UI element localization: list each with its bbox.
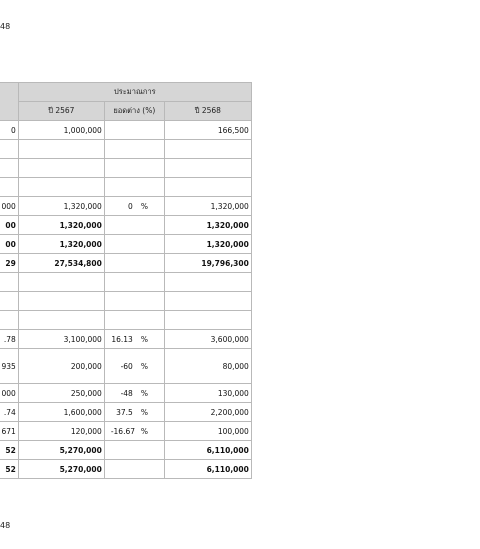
year-2567-cell: 1,320,000 (18, 197, 104, 216)
table-row (0, 216, 251, 235)
year-2567-cell: 3,100,000 (18, 330, 104, 349)
difference-percent-cell (104, 292, 164, 311)
year-2568-cell (164, 159, 251, 178)
year-2568-cell: 166,500 (164, 121, 251, 140)
prior-year-cell-clipped: 52 (0, 460, 18, 479)
page-number-bottom: 48 (0, 521, 11, 530)
difference-value: -16.67 (110, 426, 136, 436)
table-row (0, 403, 251, 422)
difference-percent-cell (104, 235, 164, 254)
difference-value: -48 (120, 388, 133, 398)
table-row (0, 292, 251, 311)
table-row (0, 330, 251, 349)
prior-year-cell-clipped (0, 140, 18, 159)
difference-percent-cell (104, 384, 164, 403)
prior-year-cell-clipped: 00 (0, 235, 18, 254)
year-2567-cell (18, 273, 104, 292)
year-2568-cell: 1,320,000 (164, 197, 251, 216)
difference-percent-cell (104, 159, 164, 178)
table-row (0, 311, 251, 330)
year-2567-cell (18, 292, 104, 311)
prior-year-cell-clipped (0, 178, 18, 197)
percent-sign: % (140, 201, 148, 211)
prior-year-cell-clipped: .74 (0, 403, 18, 422)
table-row (0, 273, 251, 292)
difference-percent-cell (104, 330, 164, 349)
table-row (0, 254, 251, 273)
year-2567-cell (18, 159, 104, 178)
percent-sign: % (140, 426, 148, 436)
prior-year-cell-clipped: 52 (0, 441, 18, 460)
year-2567-cell: 250,000 (18, 384, 104, 403)
difference-percent-cell (104, 178, 164, 197)
year-2568-cell: 1,320,000 (164, 216, 251, 235)
difference-percent-cell (104, 197, 164, 216)
budget-table (0, 82, 252, 479)
difference-percent-cell (104, 140, 164, 159)
year-2567-cell: 27,534,800 (18, 254, 104, 273)
year-2567-header: ปี 2567 (18, 102, 104, 121)
table-row (0, 197, 251, 216)
year-2567-cell (18, 140, 104, 159)
percent-sign: % (140, 361, 148, 371)
year-2567-cell: 200,000 (18, 349, 104, 384)
table-row (0, 384, 251, 403)
prior-year-cell-clipped (0, 292, 18, 311)
difference-value: -60 (120, 361, 133, 371)
year-2567-cell: 5,270,000 (18, 460, 104, 479)
difference-percent-cell (104, 403, 164, 422)
year-2568-cell: 80,000 (164, 349, 251, 384)
prior-year-cell-clipped: 29 (0, 254, 18, 273)
table-row (0, 422, 251, 441)
percent-sign: % (140, 407, 148, 417)
table-row (0, 178, 251, 197)
estimate-group-header: ประมาณการ (18, 83, 251, 102)
prior-year-cell-clipped: 00 (0, 216, 18, 235)
difference-percent-header: ยอดต่าง (%) (104, 102, 164, 121)
year-2568-cell: 130,000 (164, 384, 251, 403)
year-2567-cell: 120,000 (18, 422, 104, 441)
year-2568-cell: 6,110,000 (164, 460, 251, 479)
year-2568-cell: 19,796,300 (164, 254, 251, 273)
year-2568-cell: 100,000 (164, 422, 251, 441)
table-row (0, 140, 251, 159)
difference-value: 37.5 (116, 407, 133, 417)
year-2568-cell: 2,200,000 (164, 403, 251, 422)
prior-year-cell-clipped: 000 (0, 197, 18, 216)
prior-year-cell-clipped: 935 (0, 349, 18, 384)
year-2568-cell (164, 292, 251, 311)
difference-percent-cell (104, 121, 164, 140)
year-2567-cell: 1,000,000 (18, 121, 104, 140)
year-2567-cell (18, 178, 104, 197)
year-2568-cell (164, 311, 251, 330)
year-2568-cell (164, 273, 251, 292)
table-row (0, 159, 251, 178)
year-2568-cell (164, 178, 251, 197)
year-2567-cell: 5,270,000 (18, 441, 104, 460)
difference-value: 0 (128, 201, 133, 211)
prior-year-cell-clipped: .78 (0, 330, 18, 349)
difference-percent-cell (104, 273, 164, 292)
table-row (0, 460, 251, 479)
year-2568-header: ปี 2568 (164, 102, 251, 121)
prior-year-cell-clipped: 000 (0, 384, 18, 403)
table-row (0, 121, 251, 140)
year-2567-cell: 1,320,000 (18, 235, 104, 254)
page-number-top: 48 (0, 22, 11, 31)
difference-percent-cell (104, 254, 164, 273)
year-2567-cell: 1,320,000 (18, 216, 104, 235)
difference-percent-cell (104, 216, 164, 235)
difference-percent-cell (104, 349, 164, 384)
table-row (0, 235, 251, 254)
table-row (0, 441, 251, 460)
difference-value: 16.13 (111, 334, 133, 344)
table-body (0, 121, 251, 479)
year-2567-cell: 1,600,000 (18, 403, 104, 422)
difference-percent-cell (104, 422, 164, 441)
difference-percent-cell (104, 311, 164, 330)
year-2567-cell (18, 311, 104, 330)
year-2568-cell: 1,320,000 (164, 235, 251, 254)
prior-year-cell-clipped (0, 273, 18, 292)
table-row (0, 349, 251, 384)
percent-sign: % (140, 388, 148, 398)
prior-year-cell-clipped (0, 159, 18, 178)
year-2568-cell (164, 140, 251, 159)
prior-year-cell-clipped: 671 (0, 422, 18, 441)
percent-sign: % (140, 334, 148, 344)
prior-year-cell-clipped: 0 (0, 121, 18, 140)
year-2568-cell: 6,110,000 (164, 441, 251, 460)
left-cut-header (0, 83, 18, 121)
year-2568-cell: 3,600,000 (164, 330, 251, 349)
prior-year-cell-clipped (0, 311, 18, 330)
difference-percent-cell (104, 460, 164, 479)
difference-percent-cell (104, 441, 164, 460)
